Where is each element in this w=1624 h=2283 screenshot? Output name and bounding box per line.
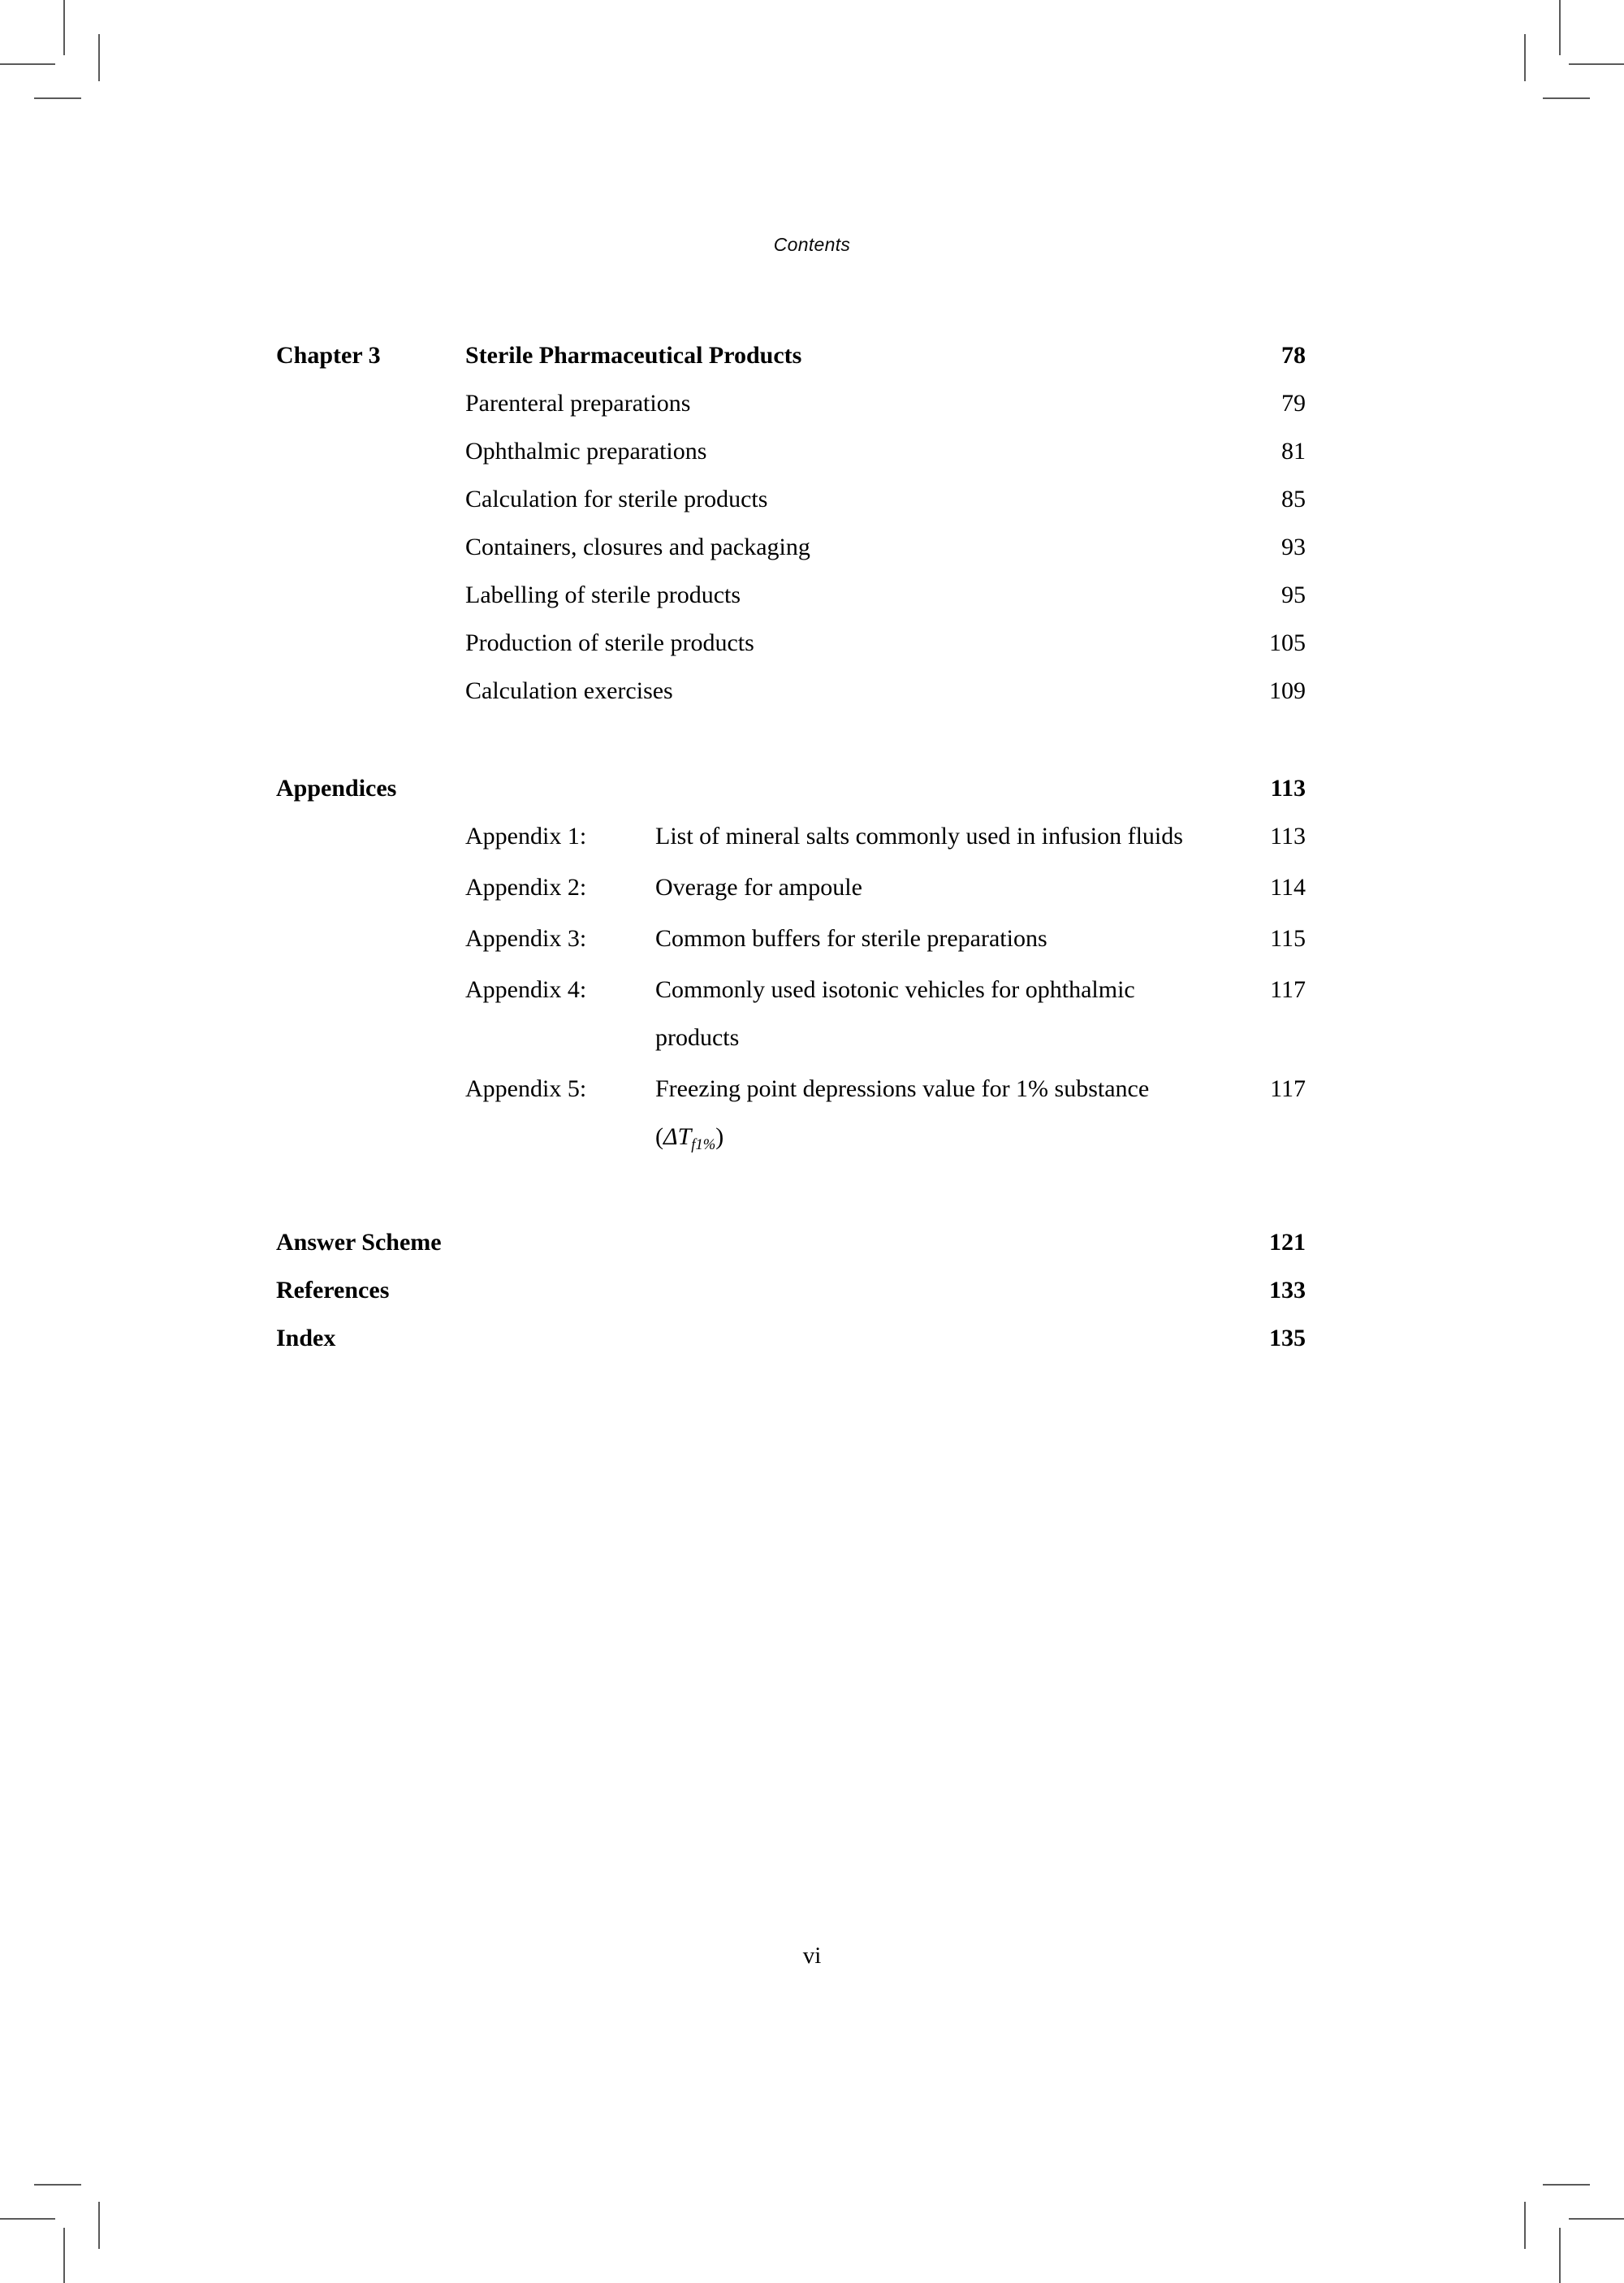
toc-appendix-row[interactable]	[276, 966, 1306, 1062]
toc-appendix-page: 113	[1270, 823, 1306, 850]
section-gap	[276, 1169, 1306, 1218]
toc-entry-page: 109	[1269, 677, 1306, 704]
toc-appendix-description: Common buffers for sterile preparations	[655, 925, 1047, 952]
delta-symbol: Δ	[663, 1123, 678, 1150]
crop-mark-bottom-left-horizontal-outer	[0, 2218, 55, 2220]
toc-entry-row[interactable]	[276, 475, 1306, 523]
crop-mark-top-left-vertical-outer	[63, 0, 65, 55]
toc-backmatter-label: Answer Scheme	[276, 1228, 442, 1256]
toc-entry-title: Labelling of sterile products	[465, 582, 741, 608]
toc-entry-title: Parenteral preparations	[465, 390, 691, 417]
toc-entry-page: 105	[1269, 629, 1306, 656]
toc-entry-page: 85	[1281, 486, 1306, 512]
toc-backmatter-page: 135	[1269, 1324, 1306, 1351]
toc-backmatter-row[interactable]	[276, 1218, 1306, 1266]
crop-mark-bottom-right-vertical-outer	[1559, 2228, 1561, 2283]
toc-chapter-title: Sterile Pharmaceutical Products	[465, 342, 802, 369]
toc-entry-row[interactable]	[276, 523, 1306, 571]
toc-appendix-description: Commonly used isotonic vehicles for ophthalmic products	[655, 976, 1135, 1051]
toc-appendix-row[interactable]	[276, 812, 1306, 860]
toc-appendix-page: 117	[1270, 976, 1306, 1003]
toc-appendix-name: Appendix 4:	[465, 976, 587, 1003]
crop-mark-top-right-vertical-inner	[1524, 34, 1526, 81]
temperature-subscript: f1%	[691, 1135, 716, 1153]
crop-mark-bottom-right-horizontal-inner	[1543, 2184, 1590, 2186]
toc-chapter-page: 78	[1281, 342, 1306, 369]
toc-entry-title: Calculation for sterile products	[465, 486, 768, 512]
toc-appendix-description: Overage for ampoule	[655, 874, 862, 901]
crop-mark-top-left-vertical-inner	[98, 34, 100, 81]
toc-backmatter-page: 133	[1269, 1276, 1306, 1304]
crop-mark-top-left-horizontal-outer	[0, 63, 55, 65]
crop-mark-bottom-right-vertical-inner	[1524, 2202, 1526, 2249]
toc-appendix-title	[465, 863, 1184, 911]
crop-mark-bottom-left-horizontal-inner	[34, 2184, 81, 2186]
toc-entry-page: 93	[1281, 534, 1306, 560]
toc-entry-title: Production of sterile products	[465, 629, 754, 656]
toc-backmatter-page: 121	[1269, 1228, 1306, 1256]
toc-appendix-description-prefix: Freezing point depressions value for 1% substance (	[655, 1075, 1150, 1150]
crop-mark-bottom-right-horizontal-outer	[1569, 2218, 1624, 2220]
toc-appendix-description-suffix: )	[715, 1123, 724, 1150]
toc-entry-title: Containers, closures and packaging	[465, 534, 810, 560]
toc-entry-row[interactable]	[276, 619, 1306, 667]
crop-mark-bottom-left-vertical-outer	[63, 2228, 65, 2283]
table-of-contents	[276, 331, 1306, 1362]
toc-entry-row[interactable]	[276, 667, 1306, 715]
toc-chapter-label: Chapter 3	[276, 342, 381, 369]
toc-backmatter-row[interactable]	[276, 1314, 1306, 1362]
toc-entry-row[interactable]	[276, 571, 1306, 619]
freezing-point-symbol	[663, 1123, 716, 1153]
toc-appendix-description: List of mineral salts commonly used in infusion fluids	[655, 823, 1183, 850]
toc-appendices-page: 113	[1270, 775, 1306, 802]
toc-entry-title: Calculation exercises	[465, 677, 673, 704]
toc-backmatter-row[interactable]	[276, 1266, 1306, 1314]
crop-mark-top-right-vertical-outer	[1559, 0, 1561, 55]
toc-appendix-title	[465, 914, 1184, 962]
toc-entry-page: 79	[1281, 390, 1306, 417]
toc-appendix-page: 114	[1270, 874, 1306, 901]
toc-backmatter-label: Index	[276, 1324, 336, 1351]
toc-appendix-description	[655, 1065, 1184, 1169]
toc-appendix-name: Appendix 3:	[465, 925, 587, 952]
page-folio: vi	[802, 1943, 822, 1969]
toc-appendix-title	[465, 812, 1184, 860]
toc-entry-title: Ophthalmic preparations	[465, 438, 707, 465]
toc-chapter-heading-row[interactable]	[276, 331, 1306, 379]
crop-mark-top-left-horizontal-inner	[34, 97, 81, 99]
crop-mark-top-right-horizontal-outer	[1569, 63, 1624, 65]
section-gap	[276, 715, 1306, 764]
toc-backmatter-label: References	[276, 1276, 390, 1304]
toc-appendix-title	[465, 966, 1184, 1062]
toc-appendix-page: 115	[1270, 925, 1306, 952]
running-head: Contents	[773, 234, 851, 255]
toc-appendix-name: Appendix 1:	[465, 823, 587, 850]
toc-appendices-label: Appendices	[276, 775, 397, 802]
temperature-symbol: T	[677, 1123, 692, 1150]
toc-entry-row[interactable]	[276, 427, 1306, 475]
toc-appendix-row[interactable]	[276, 863, 1306, 911]
toc-appendix-row[interactable]	[276, 1065, 1306, 1169]
toc-appendix-name: Appendix 5:	[465, 1075, 587, 1102]
toc-appendix-title	[465, 1065, 1184, 1169]
crop-mark-bottom-left-vertical-inner	[98, 2202, 100, 2249]
toc-entry-page: 81	[1281, 438, 1306, 465]
toc-appendix-page: 117	[1270, 1075, 1306, 1102]
toc-entry-row[interactable]	[276, 379, 1306, 427]
toc-appendices-heading-row[interactable]	[276, 764, 1306, 812]
toc-appendix-name: Appendix 2:	[465, 874, 587, 901]
toc-appendix-row[interactable]	[276, 914, 1306, 962]
crop-mark-top-right-horizontal-inner	[1543, 97, 1590, 99]
toc-entry-page: 95	[1281, 582, 1306, 608]
